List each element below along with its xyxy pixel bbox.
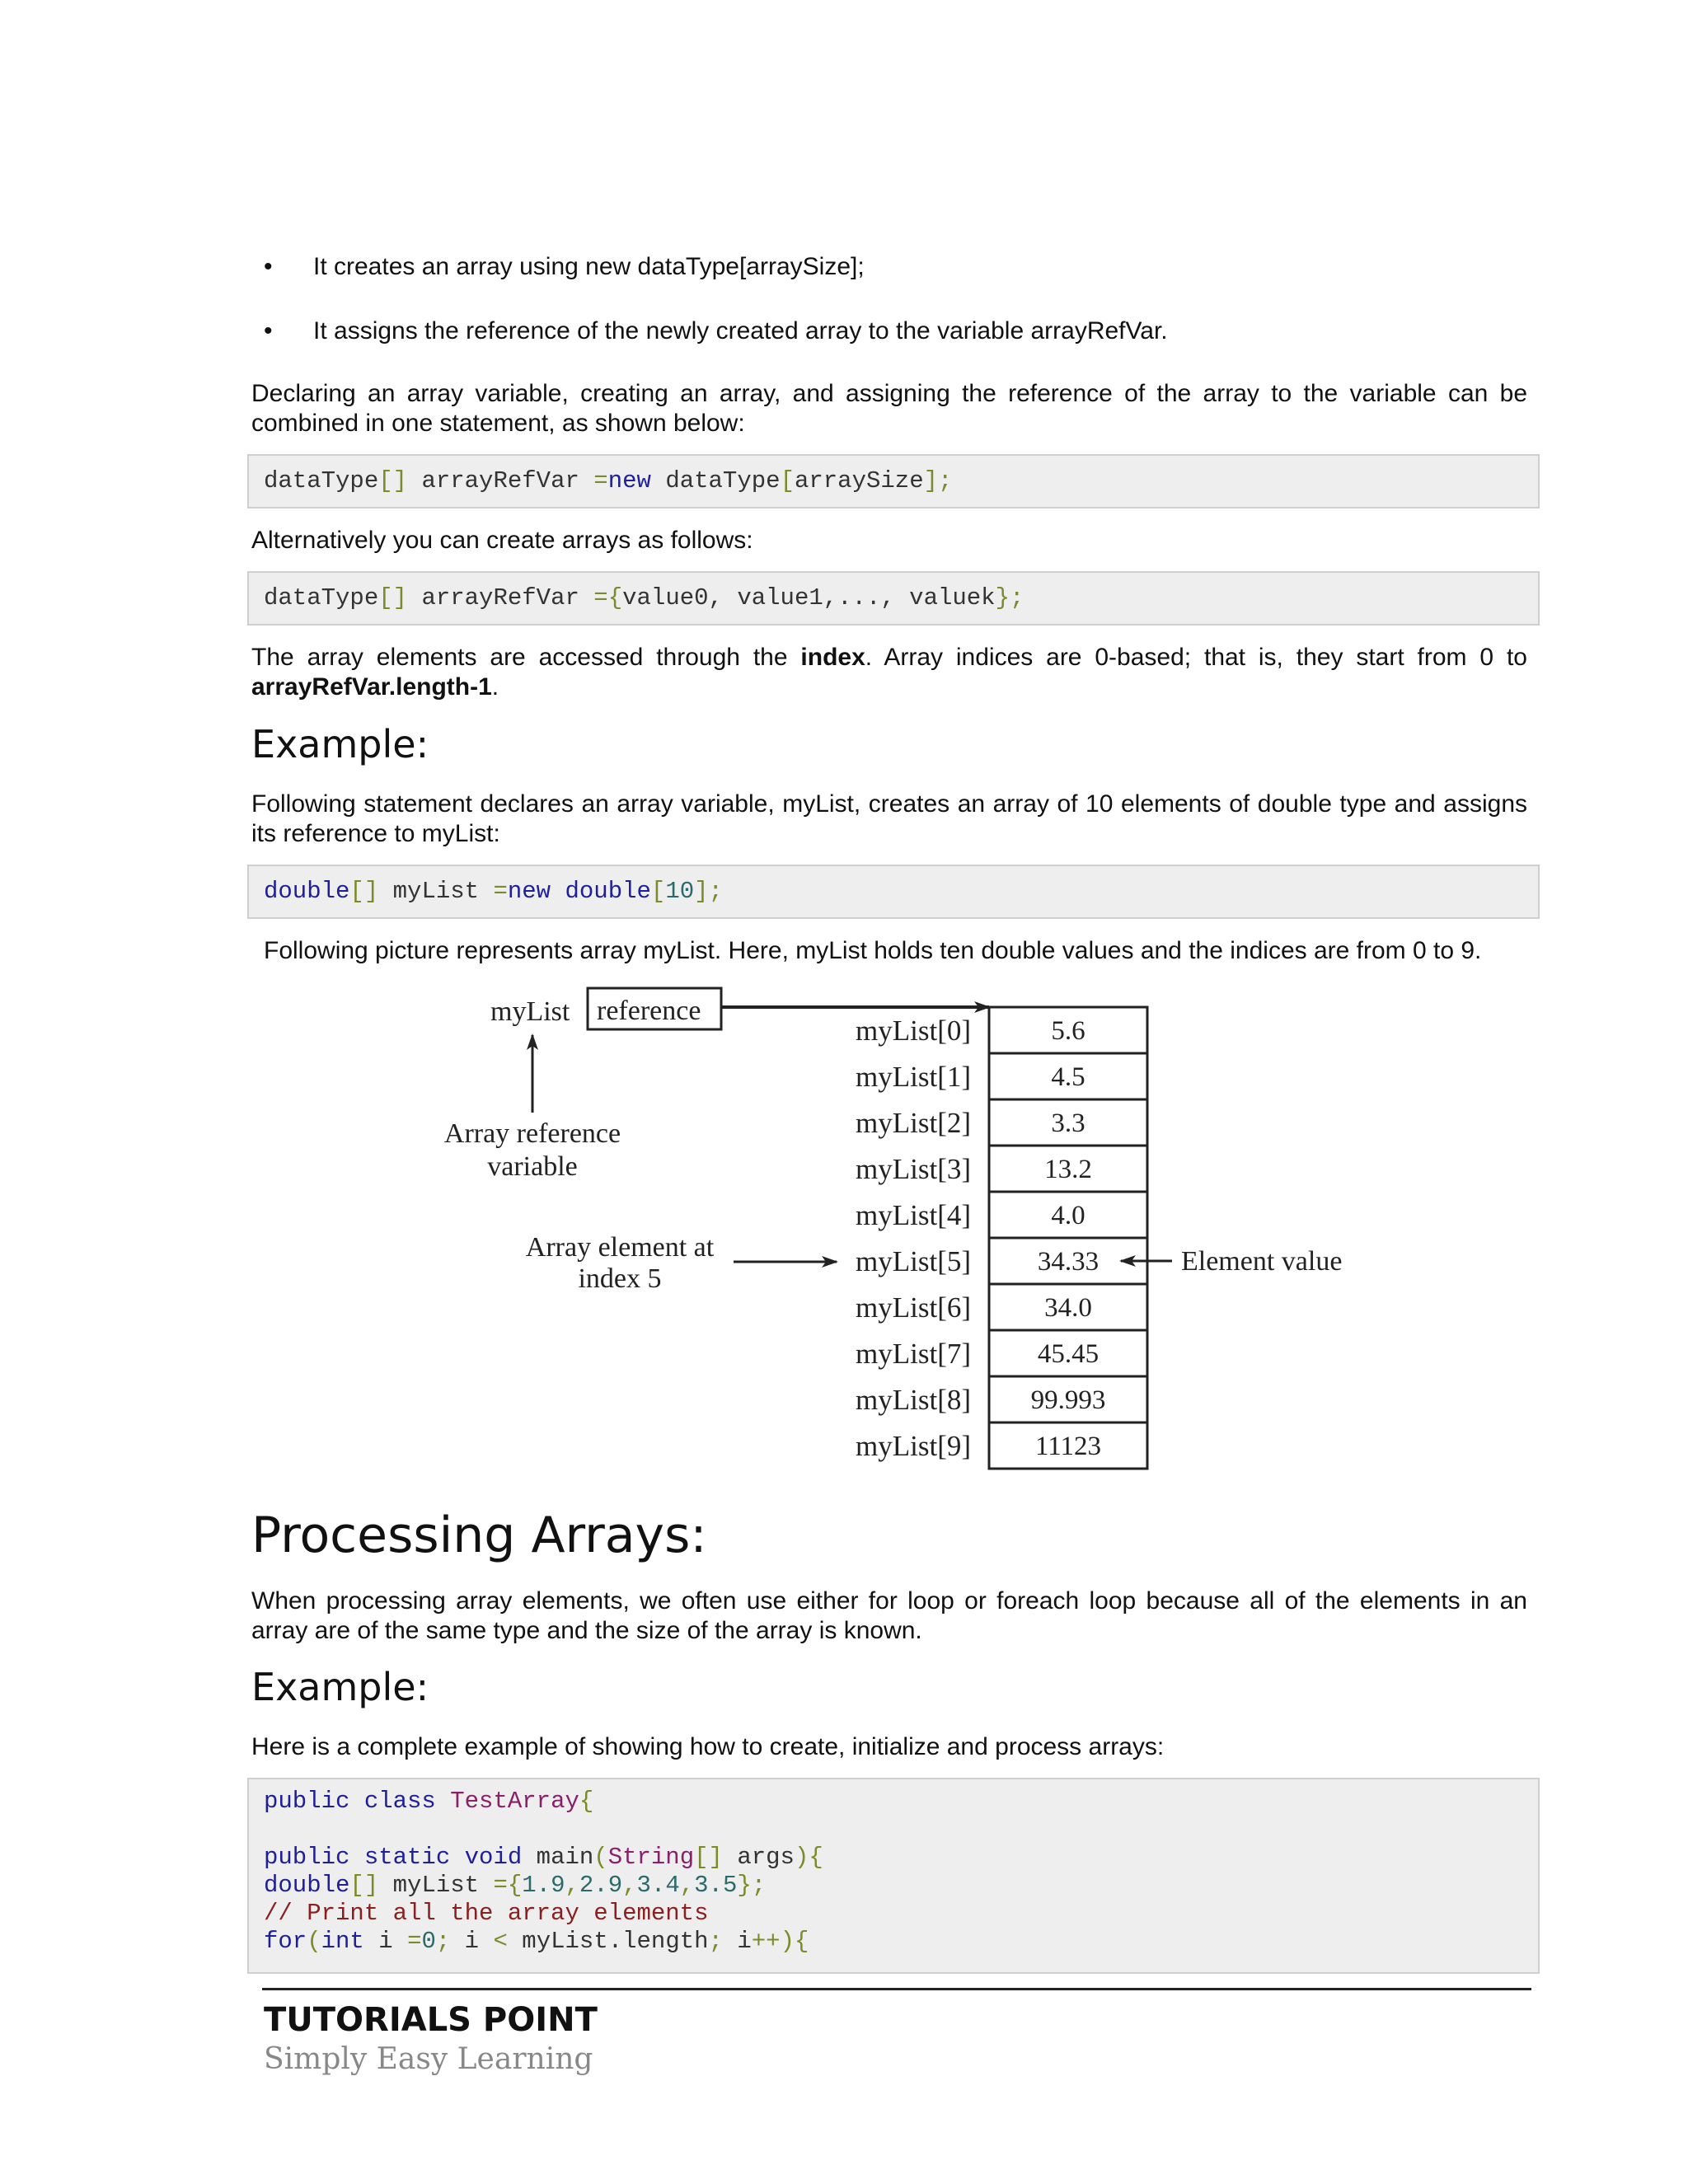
heading-example: Example: [251,1665,429,1709]
code-block-mylist: double[] myList =new double[10]; [247,865,1540,919]
code-line: public class TestArray{ [264,1788,594,1815]
code-line [264,1816,1523,1844]
ref-caption-line: variable [487,1151,578,1182]
array-index-label: myList[9] [856,1430,971,1462]
array-cells [856,1007,1147,1469]
code-line: for(int i =0; i < myList.length; i++){ [264,1928,809,1955]
diagram-var-name: myList [490,996,570,1027]
array-cell-value: 99.993 [1030,1385,1106,1415]
array-cell-value: 3.3 [1051,1108,1085,1138]
heading-example: Example: [251,722,429,766]
array-index-label: myList[1] [856,1061,971,1093]
array-index-label: myList[6] [856,1291,971,1324]
paragraph-index: The array elements are accessed through the index. Array indices are 0-based; that is, they start from 0 to arrayRefVar.length-1. [251,644,1527,701]
array-index-label: myList[5] [856,1245,971,1277]
element-caption-line: Array element at [525,1232,715,1263]
array-index-label: myList[4] [856,1199,971,1231]
bullet-text: It assigns the reference of the newly created array to the variable arrayRefVar. [313,317,1168,344]
code-line: double[] myList ={1.9,2.9,3.4,3.5}; [264,1872,767,1899]
array-cell-value: 4.5 [1051,1062,1085,1092]
element-value-caption: Element value [1181,1246,1343,1277]
array-index-label: myList[8] [856,1384,971,1416]
array-index-label: myList[3] [856,1153,971,1185]
code-block-testarray [247,1778,1540,1974]
paragraph-combined: Declaring an array variable, creating an array, and assigning the reference of the array to the variable can be combined in one statement, as shown below: [251,380,1527,437]
code-block-initializer: dataType[] arrayRefVar ={value0, value1,..., valuek}; [247,571,1540,626]
ref-caption-line: Array reference [443,1118,621,1149]
bullet-dot: • [264,317,273,344]
bullet-dot: • [264,253,273,280]
code-block-declare: dataType[] arrayRefVar =new dataType[arraySize]; [247,454,1540,509]
footer-title: TUTORIALS POINT [264,2001,598,2039]
heading-processing-arrays: Processing Arrays: [251,1507,707,1564]
array-index-label: myList[0] [856,1015,971,1047]
array-cell-value: 5.6 [1051,1016,1085,1046]
array-index-label: myList[7] [856,1338,971,1370]
array-cell-value: 13.2 [1044,1155,1092,1184]
array-cell-value: 45.45 [1037,1339,1100,1369]
element-caption-line: index 5 [578,1263,662,1294]
footer-subtitle: Simply Easy Learning [264,2042,593,2076]
paragraph-alternative: Alternatively you can create arrays as follows: [251,527,753,554]
code-line: // Print all the array elements [264,1900,709,1927]
array-cell-value: 34.0 [1044,1293,1092,1323]
footer-rule [262,1988,1531,1990]
array-cell-value: 34.33 [1037,1247,1100,1277]
paragraph-processing: When processing array elements, we often use either for loop or foreach loop because all of the elements in an array are of the same type and the size of the array is known. [251,1587,1527,1644]
bullet-text: It creates an array using new dataType[arraySize]; [313,253,865,280]
array-index-label: myList[2] [856,1107,971,1139]
code-line: public static void main(String[] args){ [264,1844,823,1871]
reference-label: reference [597,996,701,1026]
paragraph-complete-example: Here is a complete example of showing how to create, initialize and process arrays: [251,1733,1165,1760]
array-cell-value: 4.0 [1051,1201,1085,1230]
paragraph-picture: Following picture represents array myList. Here, myList holds ten double values and the indices are from 0 to 9. [264,937,1482,964]
array-cell-value: 11123 [1034,1432,1102,1461]
paragraph-example-statement: Following statement declares an array variable, myList, creates an array of 10 elements of double type and assigns its reference to myList: [251,790,1527,847]
